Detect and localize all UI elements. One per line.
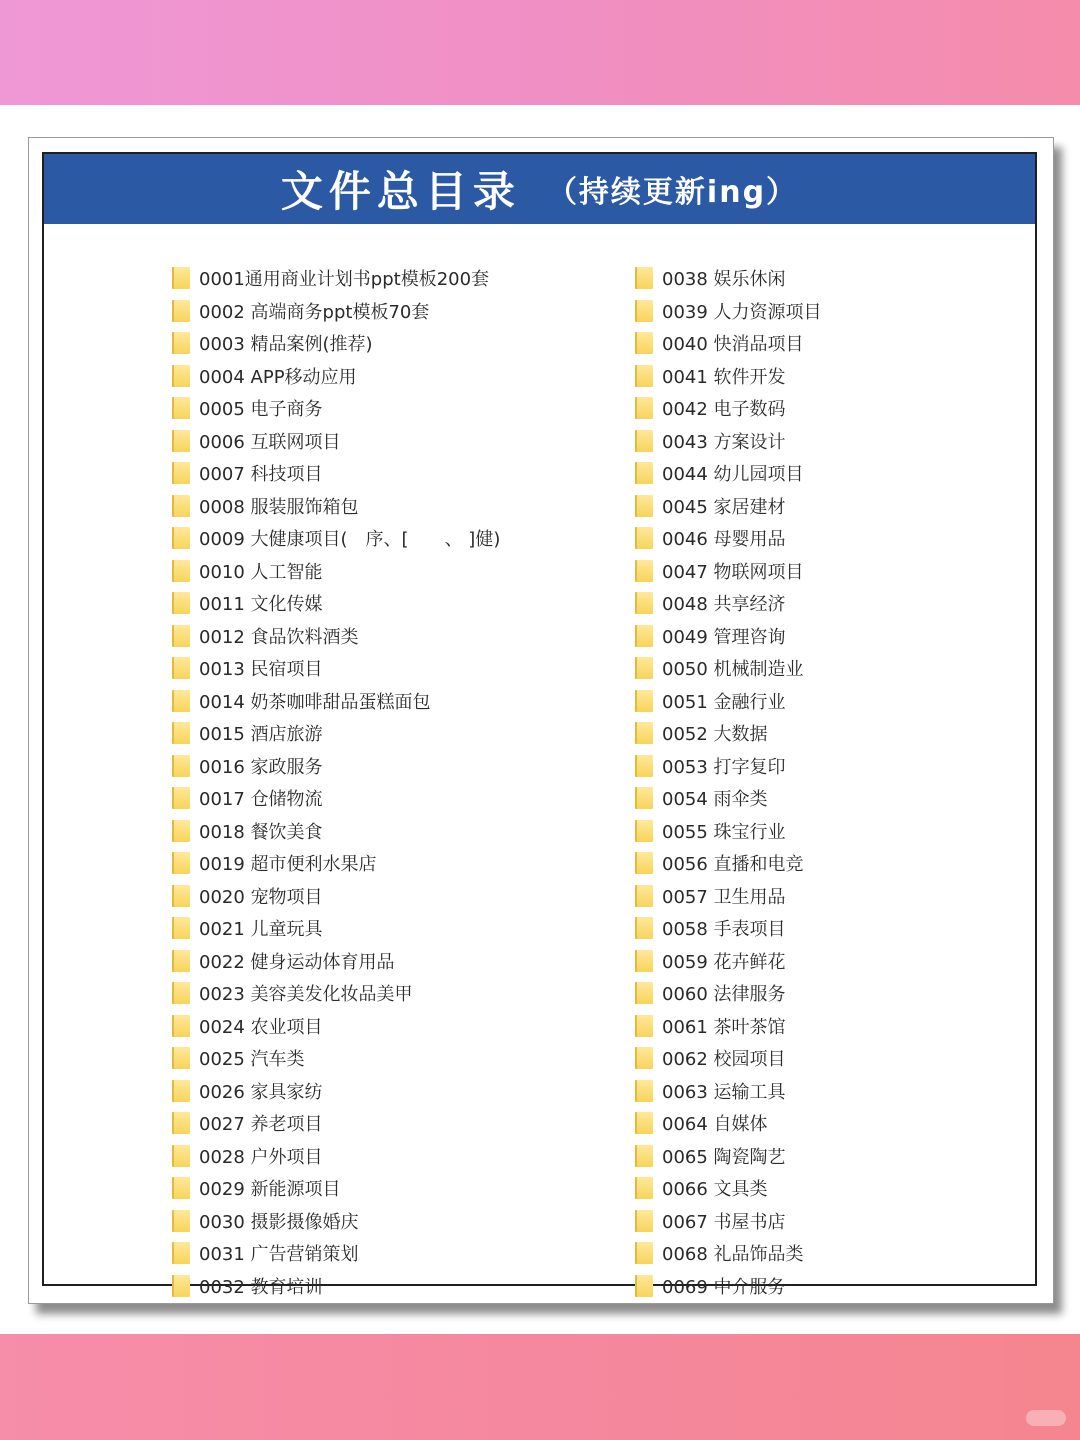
folder-list-item[interactable] [172,685,612,718]
folder-icon [635,300,653,322]
folder-list-item[interactable] [172,1140,612,1173]
folder-icon [635,332,653,354]
folder-label: 0058 手表项目 [662,919,786,941]
folder-icon [635,527,653,549]
folder-list-item[interactable] [635,1237,1075,1270]
page-subtitle: （持续更新ing） [546,175,799,210]
folder-icon [172,820,190,842]
folder-label: 0008 服装服饰箱包 [199,496,359,518]
folder-list-item[interactable] [172,977,612,1010]
folder-list-item[interactable] [172,1042,612,1075]
folder-icon [635,690,653,712]
folder-icon [635,820,653,842]
folder-list-item[interactable] [172,1270,612,1303]
folder-label: 0052 大数据 [662,724,768,746]
folder-label: 0006 互联网项目 [199,431,341,453]
folder-icon [635,462,653,484]
folder-list-item[interactable] [172,1010,612,1043]
folder-icon [635,1242,653,1264]
folder-icon [635,755,653,777]
folder-icon [172,430,190,452]
folder-list-item[interactable] [172,555,612,588]
folder-label: 0009 大健康项目( 序、[ 、 ]健) [199,529,501,551]
folder-label: 0043 方案设计 [662,431,786,453]
folder-list-item[interactable] [172,457,612,490]
folder-icon [635,267,653,289]
folder-list-item[interactable] [172,327,612,360]
folder-label: 0023 美容美发化妆品美甲 [199,984,413,1006]
folder-label: 0059 花卉鲜花 [662,951,786,973]
top-pink-band [0,0,1080,105]
folder-icon [635,1145,653,1167]
folder-label: 0056 直播和电竞 [662,854,804,876]
folder-icon [635,787,653,809]
folder-label: 0053 打字复印 [662,756,786,778]
folder-list-item[interactable] [635,425,1075,458]
folder-label: 0066 文具类 [662,1179,768,1201]
folder-list-item[interactable] [635,522,1075,555]
folder-icon [172,1242,190,1264]
folder-icon [635,950,653,972]
folder-icon [635,625,653,647]
folder-icon [172,1080,190,1102]
folder-list-item[interactable] [635,782,1075,815]
folder-label: 0027 养老项目 [199,1114,323,1136]
folder-label: 0050 机械制造业 [662,659,804,681]
folder-icon [172,982,190,1004]
folder-list-item[interactable] [172,522,612,555]
folder-label: 0007 科技项目 [199,464,323,486]
folder-list-item[interactable] [172,815,612,848]
bottom-pink-band [0,1334,1080,1440]
folder-list-item[interactable] [172,652,612,685]
folder-list-item[interactable] [172,587,612,620]
right-file-list [635,262,1075,1302]
folder-list-item[interactable] [635,1075,1075,1108]
folder-label: 0047 物联网项目 [662,561,804,583]
folder-label: 0054 雨伞类 [662,789,768,811]
folder-list-item[interactable] [635,360,1075,393]
folder-label: 0016 家政服务 [199,756,323,778]
folder-list-item[interactable] [172,912,612,945]
folder-icon [635,1080,653,1102]
folder-icon [635,1112,653,1134]
folder-icon [172,917,190,939]
folder-icon [172,300,190,322]
folder-list-item[interactable] [635,1172,1075,1205]
folder-list-item[interactable] [172,1107,612,1140]
folder-label: 0024 农业项目 [199,1016,323,1038]
folder-list-item[interactable] [172,717,612,750]
folder-label: 0020 宠物项目 [199,886,323,908]
folder-label: 0068 礼品饰品类 [662,1244,804,1266]
title-bar [44,154,1035,224]
folder-list-item[interactable] [635,1140,1075,1173]
folder-list-item[interactable] [172,847,612,880]
folder-icon [172,787,190,809]
folder-icon [635,917,653,939]
folder-list-item[interactable] [635,945,1075,978]
folder-icon [172,1275,190,1297]
folder-label: 0030 摄影摄像婚庆 [199,1211,359,1233]
folder-label: 0028 户外项目 [199,1146,323,1168]
watermark-logo [1026,1410,1066,1426]
folder-list-item[interactable] [172,1172,612,1205]
folder-label: 0057 卫生用品 [662,886,786,908]
folder-label: 0014 奶茶咖啡甜品蛋糕面包 [199,691,431,713]
folder-list-item[interactable] [172,295,612,328]
folder-icon [172,397,190,419]
folder-list-item[interactable] [635,912,1075,945]
folder-label: 0011 文化传媒 [199,594,323,616]
folder-label: 0001通用商业计划书ppt模板200套 [199,269,490,291]
folder-icon [635,1015,653,1037]
folder-icon [635,560,653,582]
folder-list-item[interactable] [635,262,1075,295]
folder-list-item[interactable] [635,717,1075,750]
folder-icon [172,365,190,387]
folder-icon [172,657,190,679]
folder-label: 0013 民宿项目 [199,659,323,681]
folder-label: 0010 人工智能 [199,561,323,583]
folder-list-item[interactable] [172,425,612,458]
folder-list-item[interactable] [635,295,1075,328]
folder-list-item[interactable] [172,1075,612,1108]
folder-list-item[interactable] [635,490,1075,523]
folder-icon [635,1275,653,1297]
folder-icon [635,1210,653,1232]
folder-list-item[interactable] [635,750,1075,783]
folder-list-item[interactable] [172,945,612,978]
page-title: 文件总目录 [280,167,521,216]
folder-label: 0064 自媒体 [662,1114,768,1136]
folder-icon [172,495,190,517]
folder-label: 0022 健身运动体育用品 [199,951,395,973]
folder-icon [172,1047,190,1069]
folder-label: 0046 母婴用品 [662,529,786,551]
folder-label: 0015 酒店旅游 [199,724,323,746]
folder-list-item[interactable] [635,880,1075,913]
folder-label: 0062 校园项目 [662,1049,786,1071]
folder-label: 0051 金融行业 [662,691,786,713]
folder-icon [635,397,653,419]
folder-list-item[interactable] [635,1107,1075,1140]
folder-list-item[interactable] [635,1270,1075,1303]
directory-frame [42,152,1037,1298]
folder-list-item[interactable] [635,847,1075,880]
folder-icon [172,950,190,972]
folder-label: 0025 汽车类 [199,1049,305,1071]
folder-icon [635,1047,653,1069]
folder-label: 0017 仓储物流 [199,789,323,811]
folder-label: 0049 管理咨询 [662,626,786,648]
folder-icon [635,592,653,614]
folder-icon [172,722,190,744]
folder-label: 0012 食品饮料酒类 [199,626,359,648]
folder-list-item[interactable] [172,262,612,295]
folder-label: 0031 广告营销策划 [199,1244,359,1266]
folder-icon [635,885,653,907]
folder-label: 0038 娱乐休闲 [662,269,786,291]
folder-list-item[interactable] [172,782,612,815]
folder-label: 0044 幼儿园项目 [662,464,804,486]
folder-list-item[interactable] [172,880,612,913]
folder-label: 0065 陶瓷陶艺 [662,1146,786,1168]
folder-label: 0002 高端商务ppt模板70套 [199,301,430,323]
folder-label: 0045 家居建材 [662,496,786,518]
folder-icon [172,462,190,484]
folder-label: 0041 软件开发 [662,366,786,388]
folder-list-item[interactable] [172,1237,612,1270]
folder-icon [172,690,190,712]
folder-list-item[interactable] [172,750,612,783]
folder-icon [172,1145,190,1167]
folder-list-item[interactable] [635,977,1075,1010]
folder-icon [172,852,190,874]
folder-icon [172,592,190,614]
folder-label: 0060 法律服务 [662,984,786,1006]
folder-label: 0067 书屋书店 [662,1211,786,1233]
folder-icon [635,657,653,679]
folder-label: 0039 人力资源项目 [662,301,822,323]
folder-icon [635,1177,653,1199]
folder-label: 0069 中介服务 [662,1276,786,1298]
folder-label: 0004 APP移动应用 [199,366,357,388]
folder-icon [635,365,653,387]
folder-list-item[interactable] [172,360,612,393]
folder-label: 0003 精品案例(推荐) [199,334,373,356]
folder-icon [635,722,653,744]
folder-icon [172,885,190,907]
folder-list-item[interactable] [635,457,1075,490]
folder-list-item[interactable] [172,392,612,425]
folder-list-item[interactable] [635,815,1075,848]
folder-label: 0005 电子商务 [199,399,323,421]
folder-icon [172,267,190,289]
folder-icon [172,1015,190,1037]
folder-icon [635,430,653,452]
folder-list-item[interactable] [635,327,1075,360]
folder-label: 0040 快消品项目 [662,334,804,356]
folder-icon [172,1177,190,1199]
folder-label: 0061 茶叶茶馆 [662,1016,786,1038]
folder-icon [172,755,190,777]
folder-icon [635,852,653,874]
folder-list-item[interactable] [635,392,1075,425]
left-file-list [172,262,612,1302]
folder-label: 0026 家具家纺 [199,1081,323,1103]
folder-list-item[interactable] [635,652,1075,685]
folder-list-item[interactable] [635,620,1075,653]
folder-icon [172,1210,190,1232]
folder-icon [172,332,190,354]
folder-list-item[interactable] [635,587,1075,620]
folder-label: 0055 珠宝行业 [662,821,786,843]
folder-label: 0042 电子数码 [662,399,786,421]
folder-icon [172,1112,190,1134]
folder-label: 0018 餐饮美食 [199,821,323,843]
folder-list-item[interactable] [635,555,1075,588]
folder-list-item[interactable] [635,1042,1075,1075]
folder-label: 0019 超市便利水果店 [199,854,377,876]
folder-list-item[interactable] [635,1010,1075,1043]
folder-icon [172,560,190,582]
folder-list-item[interactable] [172,490,612,523]
folder-label: 0029 新能源项目 [199,1179,341,1201]
folder-icon [172,625,190,647]
folder-icon [635,982,653,1004]
folder-list-item[interactable] [172,1205,612,1238]
folder-label: 0021 儿童玩具 [199,919,323,941]
folder-icon [172,527,190,549]
folder-list-item[interactable] [172,620,612,653]
folder-label: 0032 教育培训 [199,1276,323,1298]
folder-list-item[interactable] [635,1205,1075,1238]
folder-list-item[interactable] [635,685,1075,718]
folder-label: 0048 共享经济 [662,594,786,616]
folder-icon [635,495,653,517]
folder-label: 0063 运输工具 [662,1081,786,1103]
